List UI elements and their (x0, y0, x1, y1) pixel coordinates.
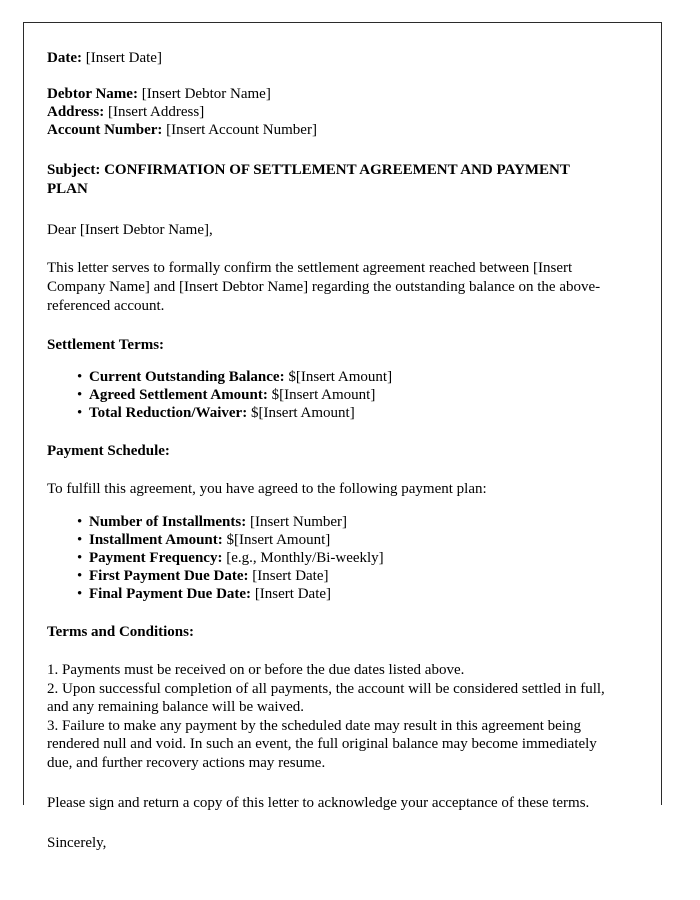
account-number-line (47, 121, 611, 139)
terms-condition-item: 2. Upon successful completion of all payments, the account will be considered settled in full, and any remaining balance will be waived. (47, 680, 605, 715)
payment-schedule-heading: Payment Schedule: (47, 443, 170, 459)
terms-conditions-heading: Terms and Conditions: (47, 624, 194, 640)
payment-schedule-label: Final Payment Due Date: (89, 586, 252, 602)
recipient-block (47, 85, 611, 139)
list-item (47, 549, 611, 567)
list-item (47, 585, 611, 603)
address-line (47, 103, 611, 121)
payment-schedule-label: Installment Amount: (89, 532, 223, 548)
payment-schedule-label: Number of Installments: (89, 514, 247, 530)
closing-request: Please sign and return a copy of this letter to acknowledge your acceptance of these terms. (47, 795, 590, 811)
terms-condition-item: 3. Failure to make any payment by the scheduled date may result in this agreement being rendered null and void. In such an event, the full original balance may become immediately due, and further recovery actions may resume. (47, 717, 597, 771)
settlement-term-value: $[Insert Amount] (271, 387, 376, 403)
payment-schedule-label: Payment Frequency: (89, 550, 223, 566)
list-item (47, 368, 611, 386)
settlement-term-value: $[Insert Amount] (250, 405, 355, 421)
address-value: [Insert Address] (107, 104, 205, 120)
settlement-term-label: Current Outstanding Balance: (89, 369, 285, 385)
debtor-name-line (47, 85, 611, 103)
subject-line: Subject: CONFIRMATION OF SETTLEMENT AGREEMENT AND PAYMENT PLAN (47, 162, 570, 197)
payment-schedule-value: [Insert Date] (252, 568, 329, 584)
payment-schedule-value: $[Insert Amount] (226, 532, 331, 548)
intro-paragraph: This letter serves to formally confirm the settlement agreement reached between [Insert Company Name] and [Insert Debtor Name] regarding the outstanding balance on the above-referenced account. (47, 260, 601, 314)
payment-schedule-value: [e.g., Monthly/Bi-weekly] (226, 550, 384, 566)
payment-schedule-value: [Insert Number] (249, 514, 348, 530)
address-label: Address: (47, 104, 105, 120)
date-line (47, 49, 611, 67)
signoff: Sincerely, (47, 835, 107, 851)
list-item (47, 404, 611, 422)
terms-condition-item: 1. Payments must be received on or before the due dates listed above. (47, 662, 465, 678)
terms-conditions-list (47, 661, 611, 772)
account-number-value: [Insert Account Number] (166, 122, 317, 138)
payment-schedule-intro: To fulfill this agreement, you have agreed to the following payment plan: (47, 481, 487, 497)
date-value: [Insert Date] (85, 50, 162, 66)
payment-schedule-value: [Insert Date] (254, 586, 332, 602)
payment-schedule-list (47, 513, 611, 603)
settlement-term-label: Agreed Settlement Amount: (89, 387, 268, 403)
list-item (47, 531, 611, 549)
list-item (47, 567, 611, 585)
settlement-term-label: Total Reduction/Waiver: (89, 405, 248, 421)
settlement-terms-heading: Settlement Terms: (47, 337, 165, 353)
salutation: Dear [Insert Debtor Name], (47, 222, 213, 238)
list-item (47, 513, 611, 531)
list-item (47, 386, 611, 404)
payment-schedule-label: First Payment Due Date: (89, 568, 249, 584)
settlement-term-value: $[Insert Amount] (288, 369, 393, 385)
account-number-label: Account Number: (47, 122, 163, 138)
settlement-terms-list (47, 368, 611, 422)
document-body (24, 23, 661, 852)
date-label: Date: (47, 50, 82, 66)
debtor-name-value: [Insert Debtor Name] (141, 86, 271, 102)
debtor-name-label: Debtor Name: (47, 86, 138, 102)
document-page (23, 22, 662, 851)
